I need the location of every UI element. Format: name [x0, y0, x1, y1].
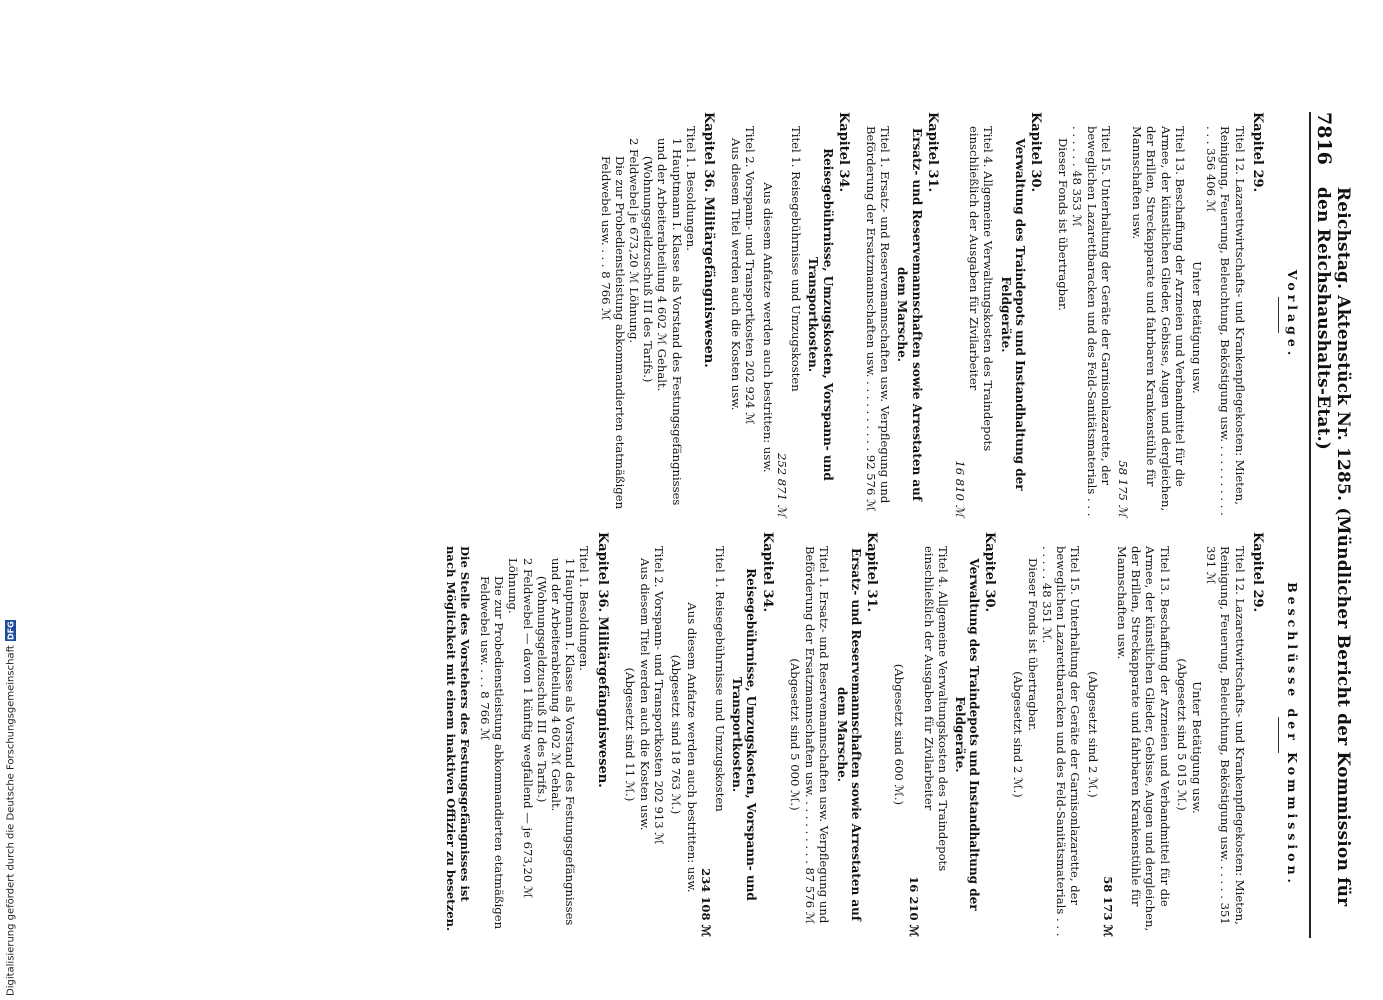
chapter-heading: Kapitel 36. Militärgefängniswesen. [701, 112, 717, 368]
budget-line: Titel 1. Reisegebührnisse und Umzugskosten [789, 126, 804, 392]
commission-resolution-note: Die Stelle des Vorstehers des Festungsgefängnisses ist nach Möglichkeit mit einem inaktiven Offizier zu besetzen. [443, 546, 472, 932]
heading-rule [1278, 297, 1279, 333]
digitization-credit [4, 600, 18, 996]
budget-line: Titel 13. Beschaffung der Arzneien und Verbandmittel für die Armee, der künstlichen Glieder, Gebisse, Augen und dergleichen, der Brillen, Streckapparate und fahrbaren Krankenstühle für Mannschaften usw. [1114, 546, 1172, 932]
chapter-heading: Kapitel 34. [759, 532, 775, 613]
budget-line: (Abgesetzt sind 18 763 ℳ.) [669, 654, 684, 815]
budget-line: Titel 2. Vorspann- und Transportkosten 202 924 ℳ [743, 126, 758, 425]
budget-line: Aus diesem Titel werden auch die Kosten usw. [729, 138, 744, 411]
chapter-name: Reisegebührnisse, Umzugskosten, Vorspann- und Transportkosten. [806, 148, 835, 481]
budget-line: Titel 1. Besoldungen. [577, 546, 592, 671]
chapter-heading: Kapitel 34. [835, 112, 851, 193]
budget-line: Titel 4. Allgemeine Verwaltungskosten des Traindepots einschließlich der Ausgaben für Zivilarbeiter [967, 126, 996, 452]
budget-line: Unter Betätigung usw. [1189, 261, 1204, 394]
chapter-heading: Kapitel 30. [1027, 112, 1043, 193]
budget-line: Titel 1. Ersatz- und Reservemannschaften usw. Verpflegung und Beförderung der Ersatzmannschaften usw. . . . . . . . . . . 92 576 ℳ [863, 126, 893, 512]
chapter-heading: Kapitel 31. [924, 112, 940, 193]
dfg-logo-icon: DFG [6, 621, 16, 641]
budget-line: Die zur Probedienstleistung abkommandierten etatmäßigen Feldwebel usw. . . . 8 766 ℳ [598, 156, 627, 510]
page-number: 7816 [1313, 112, 1335, 165]
column-heading-beschluesse: Beschlüsse der Kommission. [1285, 582, 1300, 887]
budget-line: (Abgesetzt sind 11 ℳ.) [622, 667, 637, 802]
chapter-heading: Kapitel 36. Militärgefängniswesen. [594, 532, 610, 788]
budget-line: Dieser Fonds ist übertragbar. [1056, 138, 1071, 311]
budget-line: (Abgesetzt sind 5 015 ℳ.) [1174, 658, 1189, 811]
budget-line: 16 810 ℳ [952, 460, 967, 517]
chapter-name: Ersatz- und Reservemannschaften sowie Arrestaten auf dem Marsche. [834, 547, 863, 922]
column-beschluesse [81, 532, 1301, 937]
budget-line: Titel 1. Besoldungen. [683, 126, 698, 251]
budget-line: Aus diesem Titel werden auch die Kosten usw. [638, 558, 653, 831]
budget-line: 234 108 ℳ [698, 868, 713, 937]
chapter-name: Verwaltung des Traindepots und Instandhaltung der Feldgeräte. [998, 138, 1027, 491]
budget-line: Titel 1. Ersatz- und Reservemannschaften usw. Verpflegung und Beförderung der Ersatzmannschaften usw. . . . . . . . . . 87 576 ℳ [803, 546, 832, 925]
chapter-name: Verwaltung des Traindepots und Instandhaltung der Feldgeräte. [952, 558, 982, 911]
page-title: Reichstag. Aktenstück Nr. 1285. (Mündlicher Bericht der Kommission für den Reichshaushalts-Etat.) [1313, 186, 1353, 907]
budget-line: Aus diesem Anfatze werden auch bestritten: usw. [760, 182, 775, 473]
budget-line: Titel 15. Unterhaltung der Geräte der Garnisonlazarette, der beweglichen Lazarettbaracken und des Feld-Sanitätsmaterials . . . . . . . . . 48 353 ℳ [1070, 126, 1113, 517]
vorlage-body [598, 112, 1263, 517]
budget-line: 1 Hauptmann I. Klasse als Vorstand des Festungsgefängnisses und der Arbeiterabteilung 4 602 ℳ Gehalt. [655, 138, 684, 506]
chapter-name: Reisegebührnisse, Umzugskosten, Vorspann- und Transportkosten. [730, 568, 759, 901]
budget-line: 2 Feldwebel je 673,20 ℳ Löhnung. [627, 138, 642, 344]
chapter-heading: Kapitel 31. [863, 532, 879, 613]
budget-line: Aus diesem Anfatze werden auch bestritten: usw. [684, 602, 699, 893]
budget-line: (Abgesetzt sind 2 ℳ.) [1010, 671, 1025, 798]
budget-line: 16 210 ℳ [907, 876, 922, 937]
budget-line: Titel 2. Vorspann- und Transportkosten 202 913 ℳ [652, 546, 667, 845]
budget-line: (Abgesetzt sind 600 ℳ.) [892, 663, 907, 806]
budget-line: Dieser Fonds ist übertragbar. [1025, 558, 1040, 731]
chapter-name: Ersatz- und Reservemannschaften sowie Arrestaten auf dem Marsche. [895, 127, 924, 502]
budget-line: (Wohnungsgeldzuschuß III des Tarifs.) [534, 576, 549, 803]
column-vorlage [81, 112, 1301, 517]
budget-line: Titel 4. Allgemeine Verwaltungskosten des Traindepots einschließlich der Ausgaben für Zivilarbeiter [921, 546, 950, 872]
budget-line: Titel 15. Unterhaltung der Geräte der Garnisonlazarette, der beweglichen Lazarettbaracken und des Feld-Sanitätsmaterials . . . . . . . . 48 351 ℳ. [1039, 546, 1083, 937]
budget-line: 252 871 ℳ [774, 452, 789, 517]
beschluesse-body [478, 532, 1264, 937]
budget-line: (Abgesetzt sind 5 000 ℳ.) [787, 658, 802, 811]
credit-text: Digitalisierung gefördert durch die Deutsche Forschungsgemeinschaft [5, 645, 17, 996]
chapter-heading: Kapitel 29. [1249, 112, 1265, 193]
budget-line: Titel 13. Beschaffung der Arzneien und Verbandmittel für die Armee, der künstlichen Glieder, Gebisse, Augen und dergleichen, der Brillen, Streckapparate und fahrbaren Krankenstühle für Mannschaften usw. [1130, 126, 1187, 512]
page-header [1309, 112, 1353, 938]
budget-line: Titel 12. Lazarettwirtschafts- und Krankenpflegekosten: Mieten, Reinigung, Feuerung, Beleuchtung, Beköstigung usw. . . . . . 351 391 ℳ [1204, 546, 1247, 925]
budget-line: 58 175 ℳ [1115, 460, 1130, 517]
budget-line: 1 Hauptmann I. Klasse als Vorstand des Festungsgefängnisses und der Arbeiterabteilung 4 602 ℳ Gehalt. [549, 558, 578, 926]
budget-line: Titel 1. Reisegebührnisse und Umzugskosten [713, 546, 728, 812]
budget-line: 58 173 ℳ [1100, 876, 1115, 937]
chapter-heading: Kapitel 30. [982, 532, 998, 613]
budget-line: Titel 12. Lazarettwirtschafts- und Krankenpflegekosten: Mieten, Reinigung, Feuerung, Beleuchtung, Beköstigung usw. . . . . . . . . . . . . . 356 406 ℳ [1204, 126, 1247, 516]
budget-line: Die zur Probedienstleistung abkommandierten etatmäßigen Feldwebel usw. . . . 8 766 ℳ [478, 576, 507, 930]
heading-rule [1278, 717, 1279, 753]
budget-line: (Wohnungsgeldzuschuß III des Tarifs.) [641, 156, 656, 383]
column-heading-vorlage: Vorlage. [1285, 269, 1300, 360]
budget-line: 2 Feldwebel — davon 1 künftig wegfallend — je 673,20 ℳ Löhnung. [506, 558, 535, 899]
chapter-heading: Kapitel 29. [1249, 532, 1265, 613]
budget-line: (Abgesetzt sind 2 ℳ.) [1085, 671, 1100, 798]
budget-line: Unter Betätigung usw. [1189, 681, 1204, 814]
